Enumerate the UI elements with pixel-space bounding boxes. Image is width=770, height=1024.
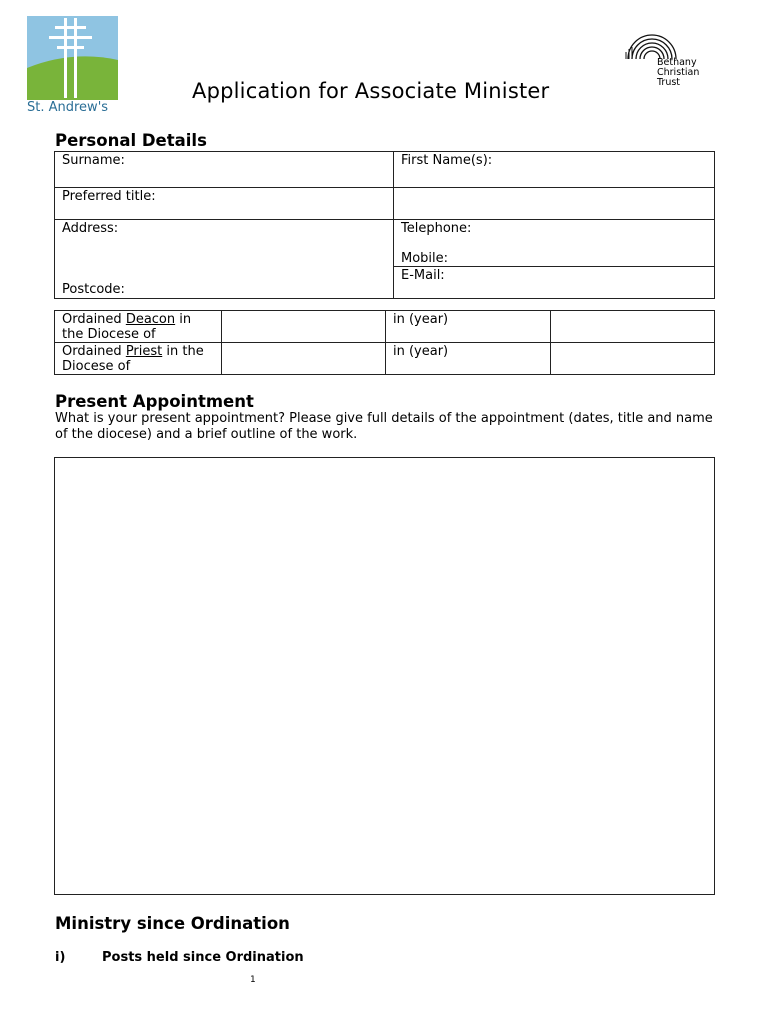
first-names-label: First Name(s): — [401, 153, 493, 168]
telephone-label: Telephone: — [401, 221, 472, 236]
priest-suffix: in the Diocese of — [62, 344, 204, 374]
priest-year-field[interactable] — [551, 343, 715, 375]
surname-label: Surname: — [62, 153, 125, 168]
priest-year-label: in (year) — [393, 344, 449, 359]
st-andrews-logo — [27, 16, 118, 100]
preferred-title-field[interactable] — [55, 188, 394, 220]
priest-word: Priest — [125, 344, 163, 359]
postcode-label: Postcode: — [62, 282, 125, 297]
logo-text-line: Christian — [657, 67, 700, 78]
posts-item-number: i) — [55, 950, 66, 965]
priest-label-cell — [55, 343, 222, 375]
posts-held-label: Posts held since Ordination — [102, 950, 304, 965]
page-number: 1 — [250, 975, 256, 985]
address-field[interactable] — [55, 220, 394, 299]
ordination-table — [54, 310, 715, 375]
address-label: Address: — [62, 221, 119, 236]
email-label: E-Mail: — [401, 268, 445, 283]
deacon-label-cell — [55, 311, 222, 343]
personal-details-heading: Personal Details — [55, 131, 207, 150]
deacon-year-label: in (year) — [393, 312, 449, 327]
logo-text-line: Bethany — [657, 57, 697, 68]
present-appointment-instructions: What is your present appointment? Please give full details of the appointment (dates, title and name of the diocese) and a brief outline of the work. — [55, 411, 713, 442]
deacon-suffix: in the Diocese of — [62, 312, 192, 342]
surname-field[interactable] — [55, 152, 394, 188]
present-appointment-textarea[interactable] — [54, 457, 715, 895]
deacon-year-field[interactable] — [551, 311, 715, 343]
deacon-word: Deacon — [125, 312, 176, 327]
logo-text-line: Trust — [657, 77, 681, 88]
bethany-christian-trust-logo-text — [657, 58, 699, 88]
ministry-heading: Ministry since Ordination — [55, 914, 290, 933]
deacon-diocese-field[interactable] — [222, 311, 386, 343]
personal-details-table — [54, 151, 715, 299]
priest-diocese-field[interactable] — [222, 343, 386, 375]
deacon-year-label-cell — [386, 311, 551, 343]
deacon-prefix: Ordained — [62, 312, 126, 327]
page-title: Application for Associate Minister — [192, 79, 550, 103]
logo-caption: St. Andrew's — [27, 100, 109, 115]
priest-year-label-cell — [386, 343, 551, 375]
priest-prefix: Ordained — [62, 344, 126, 359]
mobile-label: Mobile: — [401, 251, 449, 266]
present-appointment-heading: Present Appointment — [55, 392, 254, 411]
telephone-field[interactable] — [394, 220, 715, 267]
preferred-title-label: Preferred title: — [62, 189, 156, 204]
email-field[interactable] — [394, 267, 715, 299]
first-names-field[interactable] — [394, 152, 715, 188]
preferred-title-value-field[interactable] — [394, 188, 715, 220]
bethany-rainbow-icon — [624, 32, 680, 60]
